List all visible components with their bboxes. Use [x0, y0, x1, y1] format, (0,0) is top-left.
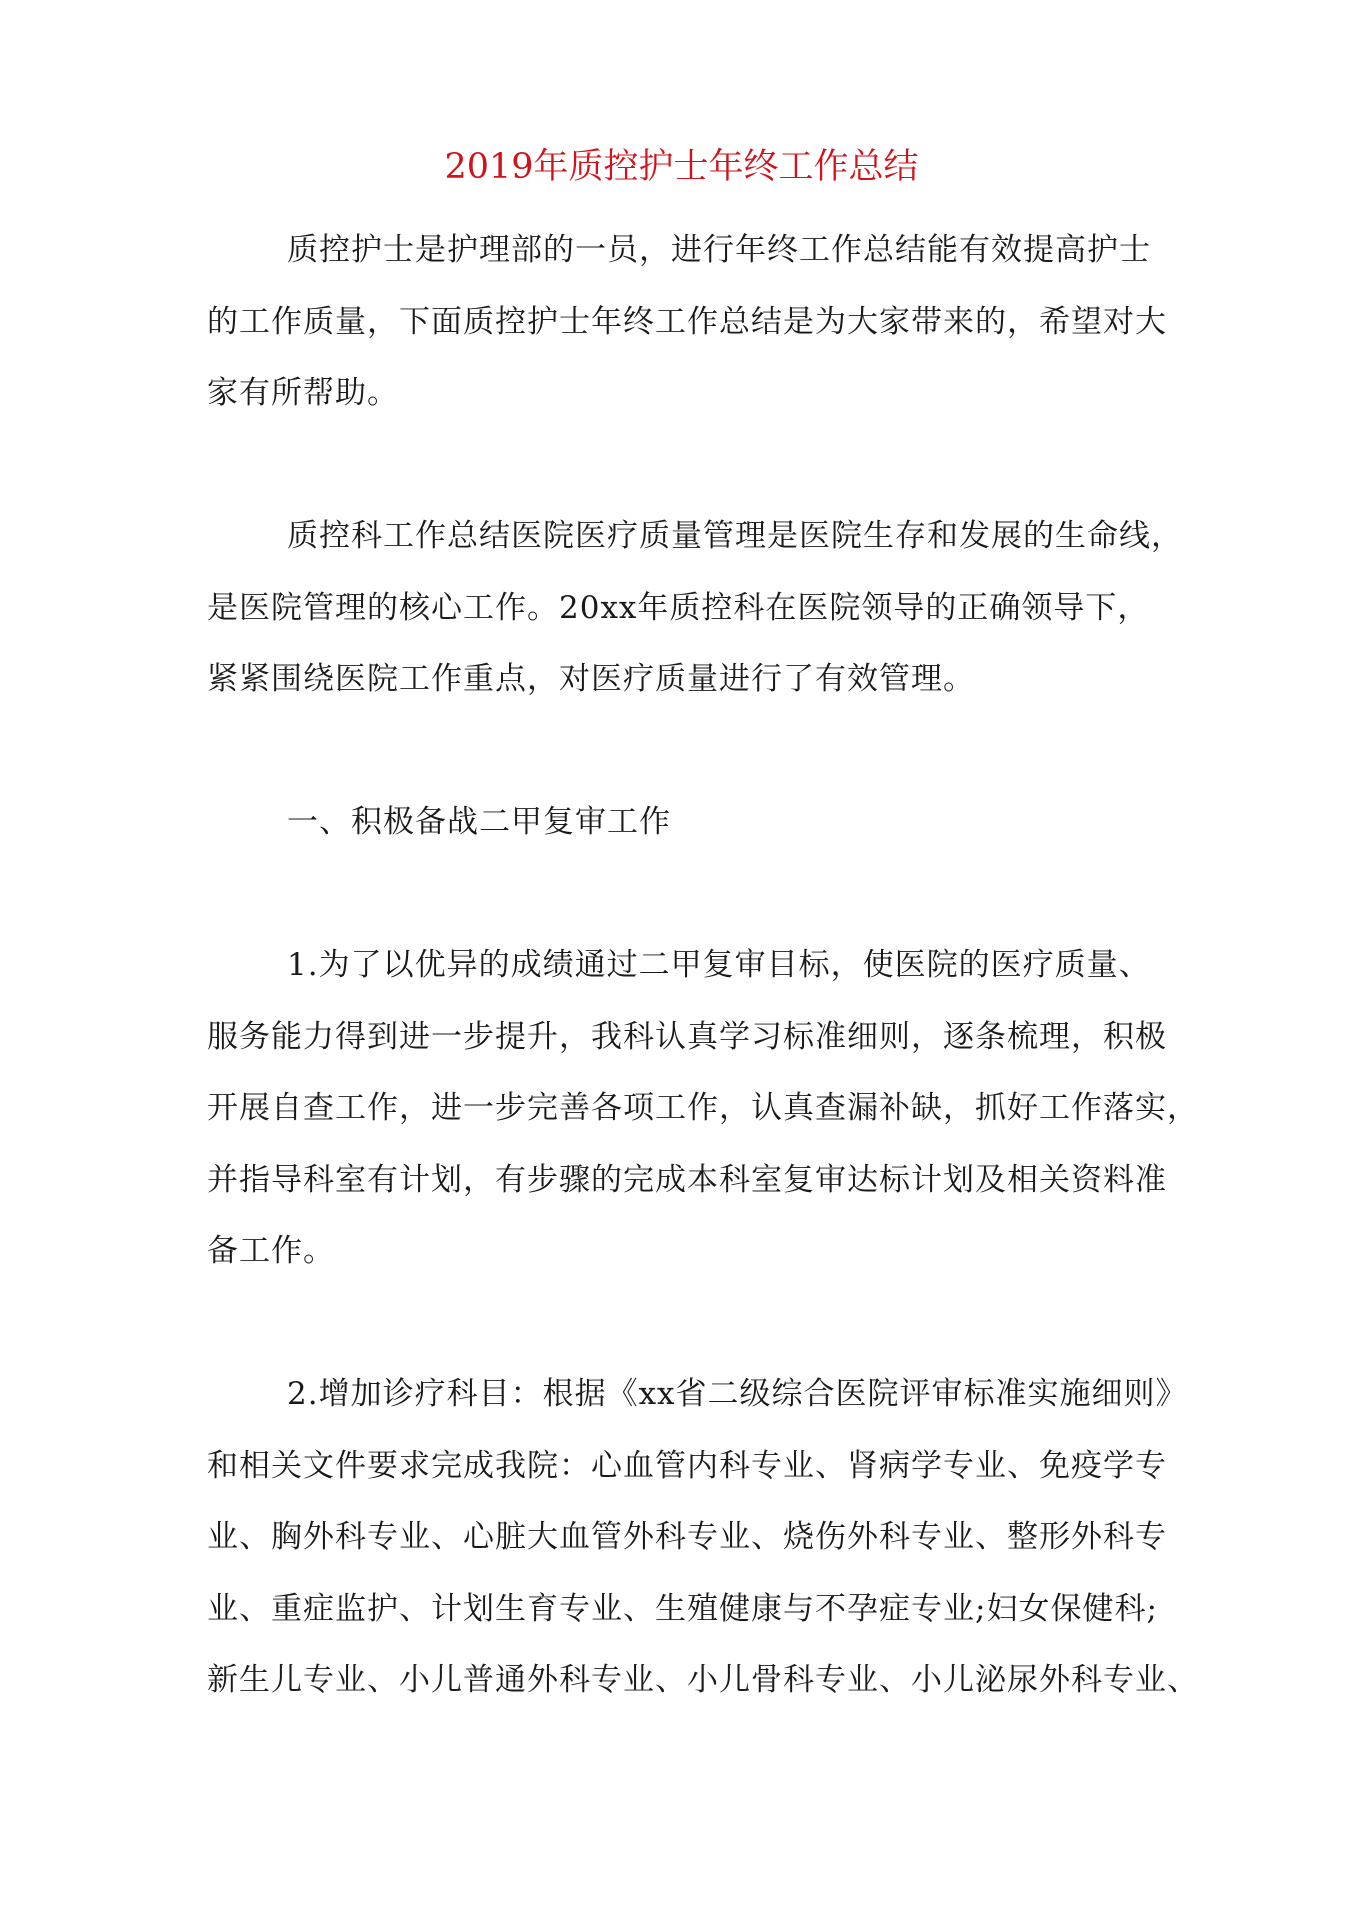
section-heading: [207, 787, 1177, 859]
text-line: 的工作质量，下面质控护士年终工作总结是为大家带来的，希望对大: [207, 303, 1167, 340]
text-line: 是医院管理的核心工作。20xx年质控科在医院领导的正确领导下，: [207, 589, 1150, 626]
document-body: [207, 215, 1199, 1717]
text-line: 业、胸外科专业、心脏大血管外科专业、烧伤外科专业、整形外科专: [207, 1519, 1167, 1555]
paragraph-intro: [207, 215, 1177, 430]
text-line: 新生儿专业、小儿普通外科专业、小儿骨科专业、小儿泌尿外科专业、: [207, 1662, 1199, 1698]
text-line: 一、积极备战二甲复审工作: [287, 804, 671, 840]
text-line: 并指导科室有计划，有步骤的完成本科室复审达标计划及相关资料准: [207, 1161, 1167, 1198]
paragraph-summary: [207, 501, 1183, 716]
text-line: 紧紧围绕医院工作重点，对医疗质量进行了有效管理。: [207, 661, 975, 697]
text-line: 质控护士是护理部的一员，进行年终工作总结能有效提高护士: [287, 232, 1151, 268]
text-line: 服务能力得到进一步提升，我科认真学习标准细则，逐条梳理，积极: [207, 1018, 1167, 1055]
text-line: 和相关文件要求完成我院：心血管内科专业、肾病学专业、免疫学专: [207, 1447, 1167, 1484]
text-line: 家有所帮助。: [207, 375, 399, 411]
text-line: 业、重症监护、计划生育专业、生殖健康与不孕症专业;妇女保健科;: [207, 1590, 1158, 1627]
text-line: 1.为了以优异的成绩通过二甲复审目标，使医院的医疗质量、: [287, 947, 1151, 983]
text-line: 质控科工作总结医院医疗质量管理是医院生存和发展的生命线，: [287, 518, 1183, 554]
text-line: 开展自查工作，进一步完善各项工作，认真查漏补缺，抓好工作落实，: [207, 1090, 1199, 1126]
text-line: 2.增加诊疗科目：根据《xx省二级综合医院评审标准实施细则》: [287, 1376, 1188, 1412]
paragraph-item-2: [207, 1359, 1199, 1717]
document-title: 2019年质控护士年终工作总结: [444, 147, 919, 187]
text-line: 备工作。: [207, 1233, 335, 1269]
paragraph-item-1: [207, 930, 1199, 1288]
